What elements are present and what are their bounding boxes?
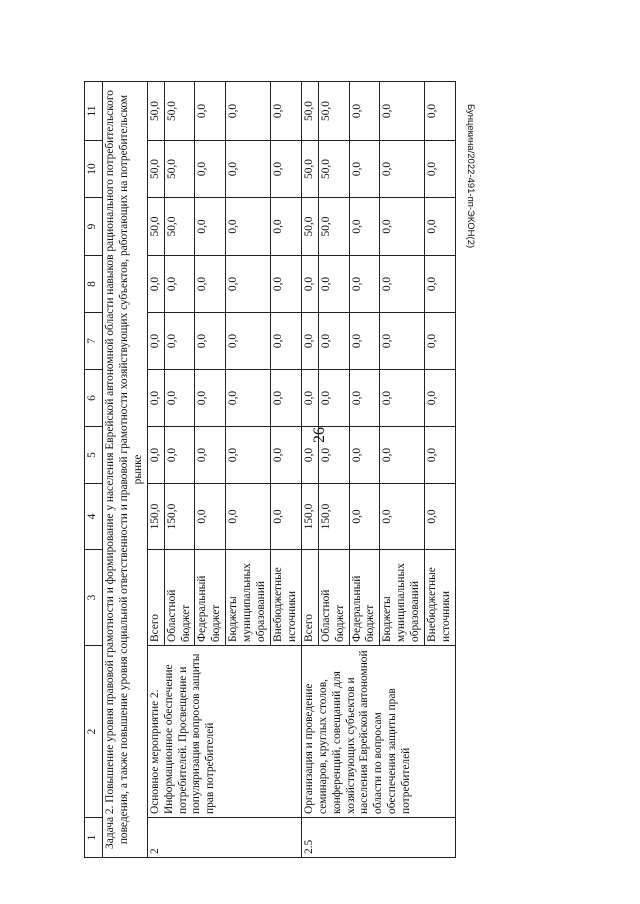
column-number: 2 (85, 646, 103, 818)
amount-cell: 50,0 (318, 198, 349, 256)
amount-cell: 0,0 (425, 370, 456, 427)
amount-cell: 0,0 (147, 370, 164, 427)
amount-cell: 0,0 (164, 370, 195, 427)
amount-cell: 0,0 (380, 141, 425, 198)
amount-cell: 50,0 (164, 198, 195, 256)
amount-cell: 150,0 (147, 484, 164, 550)
funding-source: Областной бюджет (318, 550, 349, 646)
amount-cell: 0,0 (147, 256, 164, 313)
amount-cell: 0,0 (318, 427, 349, 484)
column-number: 3 (85, 550, 103, 646)
amount-cell: 50,0 (147, 198, 164, 256)
amount-cell: 0,0 (301, 256, 318, 313)
amount-cell: 0,0 (380, 82, 425, 141)
amount-cell: 0,0 (270, 427, 301, 484)
amount-cell: 0,0 (425, 198, 456, 256)
amount-cell: 0,0 (164, 256, 195, 313)
amount-cell: 50,0 (301, 141, 318, 198)
budget-sheet (84, 82, 548, 858)
amount-cell: 0,0 (195, 313, 226, 370)
amount-cell: 50,0 (164, 82, 195, 141)
funding-source: Областной бюджет (164, 550, 195, 646)
funding-source: Всего (301, 550, 318, 646)
amount-cell: 0,0 (226, 427, 271, 484)
amount-cell: 0,0 (349, 313, 380, 370)
amount-cell: 0,0 (425, 313, 456, 370)
amount-cell: 0,0 (349, 82, 380, 141)
amount-cell: 0,0 (164, 313, 195, 370)
amount-cell: 0,0 (380, 256, 425, 313)
column-number: 1 (85, 818, 103, 858)
funding-source: Внебюджетные источники (425, 550, 456, 646)
column-number: 11 (85, 82, 103, 141)
amount-cell: 50,0 (301, 82, 318, 141)
task-text: Задача 2. Повышение уровня правовой грамотности и формирование у населения Еврейской автономной области навыков рационального потребительского поведения, а также повышение уровня социальной ответственности и правовой грамотности хозяйствующих субъектов, работающих на потребительском рынке (103, 82, 148, 858)
amount-cell: 0,0 (226, 141, 271, 198)
amount-cell: 150,0 (301, 484, 318, 550)
amount-cell: 0,0 (349, 484, 380, 550)
amount-cell: 150,0 (318, 484, 349, 550)
amount-cell: 150,0 (164, 484, 195, 550)
amount-cell: 0,0 (349, 370, 380, 427)
amount-cell: 0,0 (380, 198, 425, 256)
task-row (103, 82, 148, 858)
amount-cell: 0,0 (195, 484, 226, 550)
amount-cell: 0,0 (318, 313, 349, 370)
column-number-row (85, 82, 103, 858)
amount-cell: 0,0 (270, 256, 301, 313)
amount-cell: 0,0 (301, 427, 318, 484)
amount-cell: 0,0 (349, 256, 380, 313)
amount-cell: 0,0 (226, 313, 271, 370)
amount-cell: 0,0 (270, 82, 301, 141)
amount-cell: 0,0 (301, 313, 318, 370)
budget-table (84, 81, 456, 858)
amount-cell: 50,0 (301, 198, 318, 256)
amount-cell: 0,0 (147, 313, 164, 370)
amount-cell: 0,0 (226, 484, 271, 550)
amount-cell: 0,0 (164, 427, 195, 484)
section-number: 2 (147, 818, 301, 858)
funding-source: Федеральный бюджет (195, 550, 226, 646)
amount-cell: 0,0 (425, 141, 456, 198)
amount-cell: 0,0 (195, 82, 226, 141)
amount-cell: 0,0 (195, 198, 226, 256)
activity-name: Основное мероприятие 2. Информационное обеспечение потребителей. Просвещение и популяризация вопросов защиты прав потребителей (147, 646, 301, 818)
amount-cell: 0,0 (226, 256, 271, 313)
amount-cell: 0,0 (425, 484, 456, 550)
funding-source: Бюджеты муниципальных образований (380, 550, 425, 646)
column-number: 4 (85, 484, 103, 550)
funding-source: Бюджеты муниципальных образований (226, 550, 271, 646)
column-number: 6 (85, 370, 103, 427)
funding-source: Внебюджетные источники (270, 550, 301, 646)
amount-cell: 0,0 (195, 256, 226, 313)
amount-cell: 0,0 (301, 370, 318, 427)
amount-cell: 0,0 (318, 256, 349, 313)
column-number: 10 (85, 141, 103, 198)
amount-cell: 0,0 (270, 484, 301, 550)
column-number: 5 (85, 427, 103, 484)
amount-cell: 0,0 (380, 427, 425, 484)
amount-cell: 0,0 (270, 313, 301, 370)
funding-source: Федеральный бюджет (349, 550, 380, 646)
amount-cell: 0,0 (425, 82, 456, 141)
amount-cell: 0,0 (349, 427, 380, 484)
budget-row (147, 82, 164, 858)
section-number: 2.5 (301, 818, 455, 858)
amount-cell: 0,0 (380, 313, 425, 370)
activity-name: Организация и проведение семинаров, круглых столов, конференций, совещаний для хозяйствующих субъектов и населения Еврейской автономной области по вопросам обеспечения защиты прав потребителей (301, 646, 455, 818)
amount-cell: 0,0 (349, 141, 380, 198)
amount-cell: 0,0 (349, 198, 380, 256)
amount-cell: 0,0 (195, 370, 226, 427)
amount-cell: 0,0 (380, 370, 425, 427)
amount-cell: 0,0 (425, 256, 456, 313)
amount-cell: 0,0 (425, 427, 456, 484)
amount-cell: 0,0 (270, 198, 301, 256)
amount-cell: 0,0 (318, 370, 349, 427)
amount-cell: 50,0 (147, 82, 164, 141)
funding-source: Всего (147, 550, 164, 646)
page-number: 26 (311, 427, 328, 443)
amount-cell: 0,0 (226, 82, 271, 141)
amount-cell: 0,0 (270, 141, 301, 198)
column-number: 7 (85, 313, 103, 370)
amount-cell: 50,0 (318, 82, 349, 141)
column-number: 9 (85, 198, 103, 256)
amount-cell: 50,0 (318, 141, 349, 198)
amount-cell: 0,0 (147, 427, 164, 484)
amount-cell: 50,0 (164, 141, 195, 198)
column-number: 8 (85, 256, 103, 313)
amount-cell: 0,0 (226, 370, 271, 427)
amount-cell: 50,0 (147, 141, 164, 198)
amount-cell: 0,0 (270, 370, 301, 427)
document-code: Бунцекина/2022-491-пп-ЭКОН(2) (465, 104, 476, 249)
amount-cell: 0,0 (380, 484, 425, 550)
amount-cell: 0,0 (195, 427, 226, 484)
table-body (85, 82, 456, 858)
amount-cell: 0,0 (226, 198, 271, 256)
amount-cell: 0,0 (195, 141, 226, 198)
budget-row (301, 82, 318, 858)
